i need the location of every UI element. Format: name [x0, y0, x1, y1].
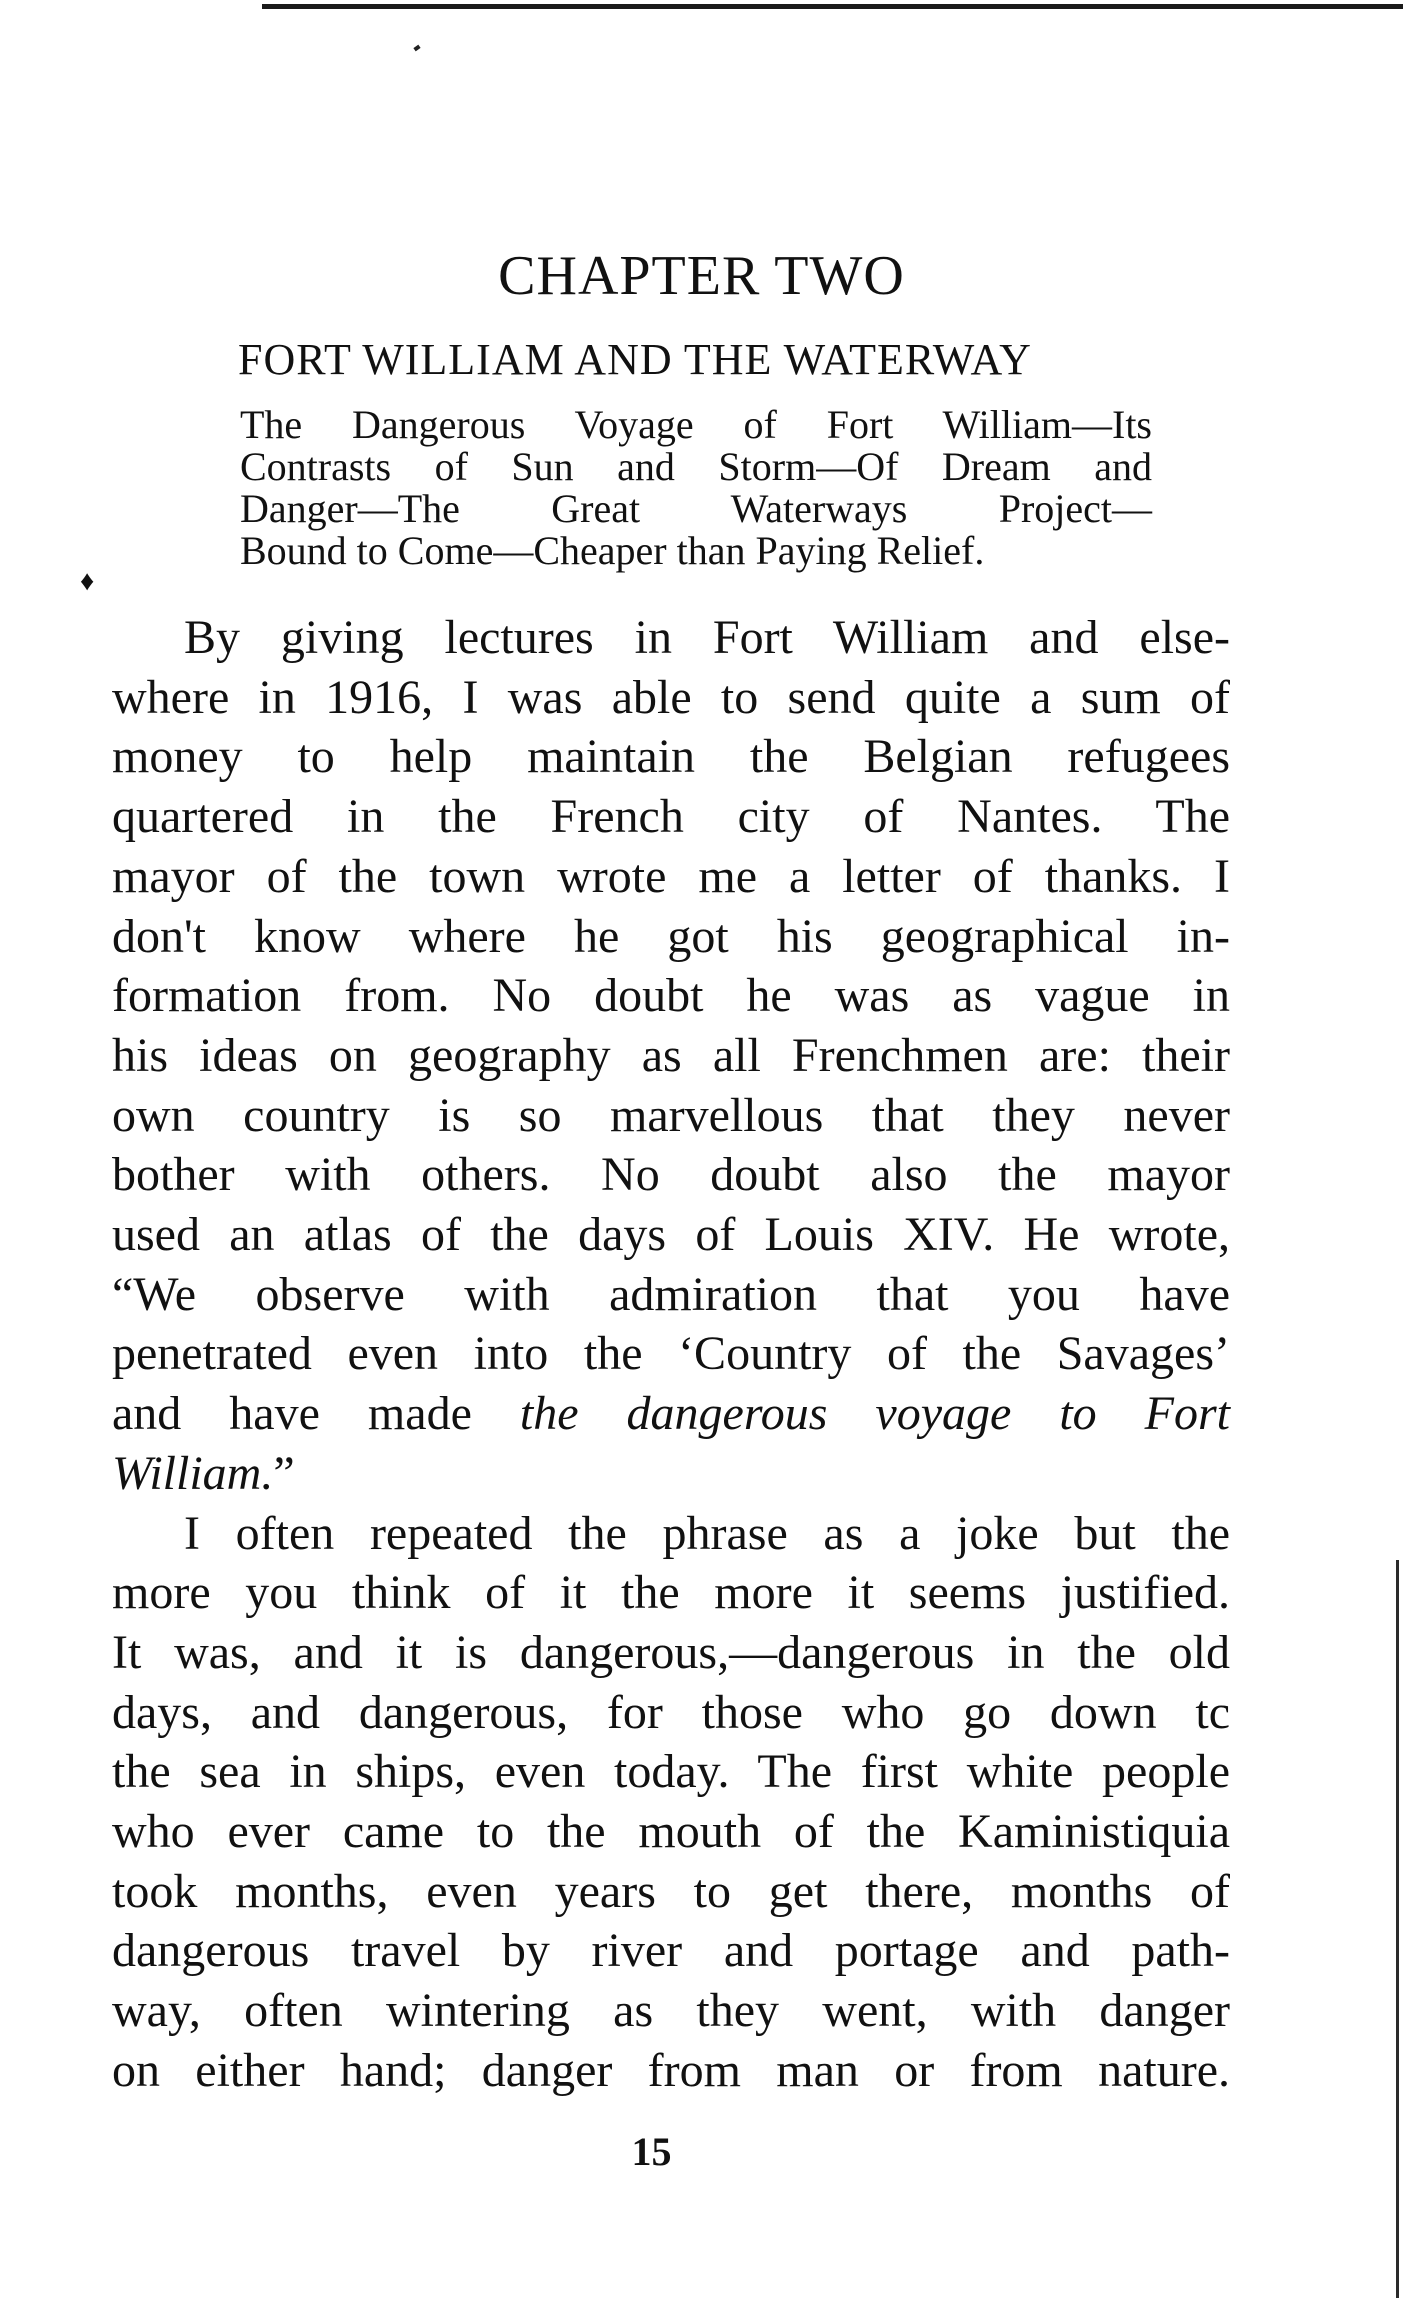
chapter-synopsis — [240, 404, 1152, 572]
text-line: who ever came to the mouth of the Kaministiquia — [112, 1805, 1230, 1859]
synopsis-line: Bound to Come—Cheaper than Paying Relief. — [240, 528, 985, 573]
text-line: used an atlas of the days of Louis XIV. He wrote, — [112, 1208, 1230, 1262]
text-line: money to help maintain the Belgian refugees — [112, 730, 1230, 784]
text-line: own country is so marvellous that they never — [112, 1088, 1230, 1142]
text-prefix: and have made — [112, 1387, 520, 1441]
synopsis-line: Danger—The Great Waterways Project— — [240, 486, 1152, 531]
text-line: more you think of it the more it seems justified. — [112, 1566, 1230, 1620]
text-line-italic-end — [112, 1444, 1230, 1504]
body-text — [112, 608, 1230, 2101]
text-line: quartered in the French city of Nantes. The — [112, 790, 1230, 844]
text-line: “We observe with admiration that you have — [112, 1267, 1230, 1321]
chapter-title: CHAPTER TWO — [498, 245, 905, 307]
text-line: where in 1916, I was able to send quite a sum of — [112, 670, 1230, 724]
top-edge-rule — [262, 4, 1403, 9]
text-line: It was, and it is dangerous,—dangerous in the old — [112, 1625, 1230, 1679]
text-line: dangerous travel by river and portage and path- — [112, 1924, 1230, 1978]
text-line-italic-mix — [112, 1384, 1230, 1444]
italic-quote-end: William. — [112, 1446, 274, 1500]
closing-quote: ” — [273, 1446, 295, 1500]
text-line: way, often wintering as they went, with danger — [112, 1984, 1230, 2038]
text-line: on either hand; danger from man or from nature. — [112, 2043, 1230, 2097]
synopsis-line: The Dangerous Voyage of Fort William—Its — [240, 402, 1152, 447]
text-line: formation from. No doubt he was as vague in — [112, 969, 1230, 1023]
text-line: his ideas on geography as all Frenchmen are: their — [112, 1028, 1230, 1082]
text-line: days, and dangerous, for those who go down tc — [112, 1685, 1230, 1739]
italic-quote: the dangerous voyage to Fort — [519, 1387, 1231, 1441]
synopsis-line: Contrasts of Sun and Storm—Of Dream and — [240, 444, 1152, 489]
text-line: penetrated even into the ‘Country of the Savages’ — [112, 1327, 1230, 1381]
text-line: took months, even years to get there, months of — [112, 1864, 1230, 1918]
text-line: the sea in ships, even today. The first white people — [112, 1745, 1230, 1799]
text-line: mayor of the town wrote me a letter of thanks. I — [112, 849, 1230, 903]
margin-bullet-icon: ♦ — [80, 566, 95, 597]
text-line: bother with others. No doubt also the mayor — [112, 1148, 1230, 1202]
text-line: By giving lectures in Fort William and else- — [184, 611, 1230, 664]
scan-speck — [413, 45, 420, 52]
chapter-subtitle: FORT WILLIAM AND THE WATERWAY — [238, 335, 1032, 384]
text-line: I often repeated the phrase as a joke but the — [184, 1506, 1230, 1560]
right-edge-shadow — [1396, 1560, 1399, 2298]
page-number: 15 — [631, 2129, 672, 2174]
text-line: don't know where he got his geographical in- — [112, 909, 1230, 963]
